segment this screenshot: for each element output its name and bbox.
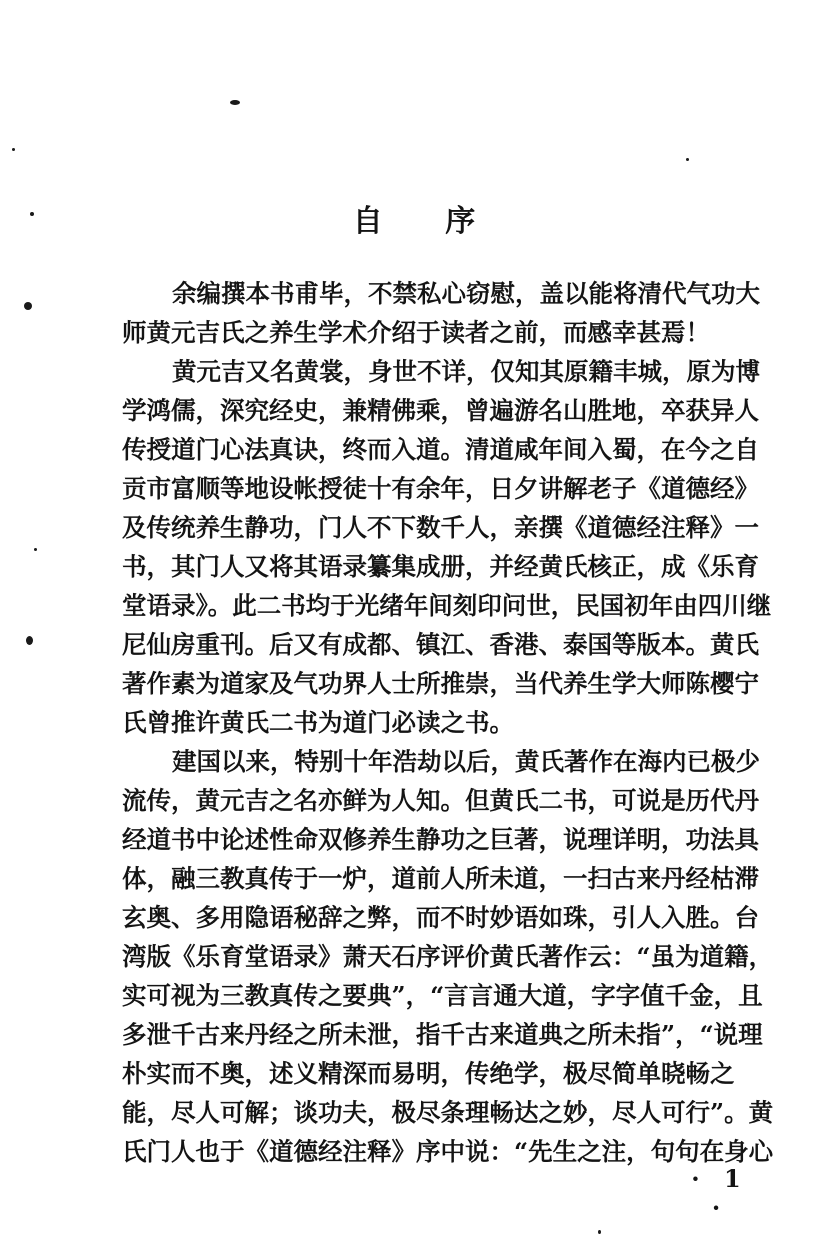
text-line: 余编撰本书甫毕，不禁私心窃慰，盖以能将清代气功大 [172, 279, 760, 308]
text-line: 氏曾推许黄氏二书为道门必读之书。 [122, 708, 514, 737]
preface-title: 自 序 [352, 204, 502, 239]
text-line: 著作素为道家及气功界人士所推崇，当代养生学大师陈樱宁 [122, 669, 759, 698]
page-number: · 1 · [691, 1164, 749, 1222]
text-line: 湾版《乐育堂语录》萧天石序评价黄氏著作云：“虽为道籍， [122, 942, 774, 971]
text-line: 玄奥、多用隐语秘辞之弊，而不时妙语如珠，引人入胜。台 [122, 903, 759, 932]
scan-speck [34, 548, 37, 551]
text-line: 朴实而不奥，述义精深而易明，传绝学，极尽简单晓畅之 [122, 1059, 735, 1088]
text-line: 氏门人也于《道德经注释》序中说：“先生之注，句句在身心 [122, 1137, 774, 1166]
scan-speck [686, 158, 689, 161]
text-line: 及传统养生静功，门人不下数千人，亲撰《道德经注释》一 [122, 513, 759, 542]
text-line: 书，其门人又将其语录纂集成册，并经黄氏核正，成《乐育 [122, 552, 759, 581]
text-line: 经道书中论述性命双修养生静功之巨著，说理详明，功法具 [122, 825, 759, 854]
text-line: 贡市富顺等地设帐授徒十有余年，日夕讲解老子《道德经》 [122, 474, 759, 503]
scan-speck [230, 100, 240, 105]
scan-speck [12, 148, 15, 151]
text-line: 尼仙房重刊。后又有成都、镇江、香港、泰国等版本。黄氏 [122, 630, 759, 659]
text-line: 传授道门心法真诀，终而入道。清道咸年间入蜀，在今之自 [122, 435, 759, 464]
scan-speck [598, 1230, 601, 1234]
text-line: 流传，黄元吉之名亦鲜为人知。但黄氏二书，可说是历代丹 [122, 786, 759, 815]
scan-speck [26, 636, 33, 645]
scan-speck [24, 302, 32, 310]
text-line: 建国以来，特别十年浩劫以后，黄氏著作在海内已极少 [172, 747, 760, 776]
text-line: 实可视为三教真传之要典”，“言言通大道，字字值千金，且 [122, 981, 763, 1010]
text-line: 体，融三教真传于一炉，道前人所未道，一扫古来丹经枯滞 [122, 864, 759, 893]
preface-body [122, 274, 790, 1171]
text-line: 师黄元吉氏之养生学术介绍于读者之前，而感幸甚焉！ [122, 318, 710, 347]
text-line: 学鸿儒，深究经史，兼精佛乘，曾遍游名山胜地，卒获异人 [122, 396, 759, 425]
text-line: 堂语录》。此二书均于光绪年间刻印问世，民国初年由四川继 [122, 591, 772, 620]
text-line: 能，尽人可解；谈功夫，极尽条理畅达之妙，尽人可行”。黄 [122, 1098, 774, 1127]
text-line: 多泄千古来丹经之所未泄，指千古来道典之所未指”，“说理 [122, 1020, 763, 1049]
text-line: 黄元吉又名黄裳，身世不详，仅知其原籍丰城，原为博 [172, 357, 760, 386]
